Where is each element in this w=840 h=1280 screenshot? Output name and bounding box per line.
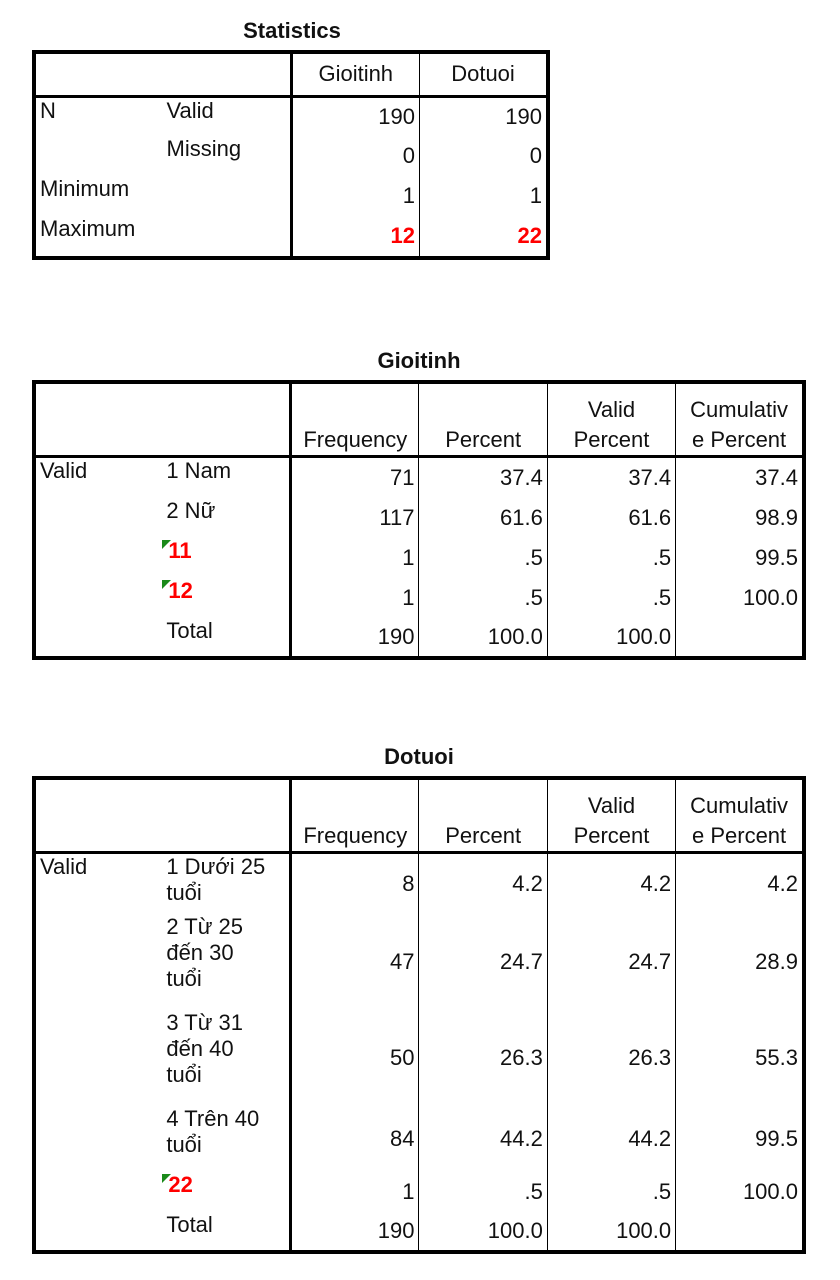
column-header: Dotuoi <box>420 52 549 96</box>
group-label <box>34 1010 162 1106</box>
freq-value: 98.9 <box>676 498 804 538</box>
column-header: Frequency <box>291 778 419 852</box>
freq-value: 100.0 <box>676 1172 804 1212</box>
group-label <box>34 1172 162 1212</box>
column-header: Cumulativ e Percent <box>676 382 804 456</box>
freq-value: 84 <box>291 1106 419 1172</box>
freq-value: .5 <box>547 538 675 578</box>
freq-value: 99.5 <box>676 1106 804 1172</box>
category-label <box>162 1212 290 1252</box>
category-text: 12 <box>168 578 193 603</box>
freq-row <box>34 1010 804 1106</box>
header-blank <box>34 778 162 852</box>
group-label: Valid <box>40 457 88 483</box>
freq-value: 37.4 <box>676 456 804 498</box>
freq-value: .5 <box>419 538 547 578</box>
freq-value: 1 <box>291 538 419 578</box>
freq-value: 44.2 <box>547 1106 675 1172</box>
stat-row <box>34 216 548 258</box>
gioitinh-table <box>32 380 806 660</box>
category-text: 22 <box>168 1172 193 1197</box>
column-header: Valid Percent <box>547 778 675 852</box>
category-text: 3 Từ 31 đến 40 tuổi <box>166 1010 244 1087</box>
stat-value: 190 <box>420 96 549 136</box>
freq-row <box>34 1172 804 1212</box>
freq-value: 61.6 <box>419 498 547 538</box>
freq-value: 37.4 <box>547 456 675 498</box>
freq-row <box>34 1106 804 1172</box>
dotuoi-title: Dotuoi <box>384 744 454 769</box>
freq-value: 4.2 <box>419 852 547 914</box>
statistics-title: Statistics <box>243 18 341 43</box>
freq-row <box>34 914 804 1010</box>
row-sublabel: Missing <box>166 136 242 161</box>
stat-value: 12 <box>291 216 420 258</box>
freq-value: .5 <box>547 1172 675 1212</box>
stat-value: 22 <box>420 216 549 258</box>
freq-value: 100.0 <box>419 1212 547 1252</box>
stat-row <box>34 176 548 216</box>
freq-value: 190 <box>291 1212 419 1252</box>
group-label <box>34 538 162 578</box>
category-label <box>162 914 290 1010</box>
freq-value: 24.7 <box>419 914 547 1010</box>
category-label <box>162 1106 290 1172</box>
column-header: Cumulativ e Percent <box>676 778 804 852</box>
category-label <box>162 498 290 538</box>
freq-value: 26.3 <box>419 1010 547 1106</box>
freq-value: 50 <box>291 1010 419 1106</box>
stat-row <box>34 96 548 136</box>
freq-row <box>34 852 804 914</box>
group-label <box>34 914 162 1010</box>
category-label <box>162 578 290 618</box>
header-blank <box>162 778 290 852</box>
freq-value: 26.3 <box>547 1010 675 1106</box>
category-text: 1 Nam <box>166 457 232 483</box>
freq-row <box>34 618 804 658</box>
group-label <box>34 1106 162 1172</box>
group-label <box>34 498 162 538</box>
category-label <box>162 1010 290 1106</box>
freq-value: 24.7 <box>547 914 675 1010</box>
freq-value: 61.6 <box>547 498 675 538</box>
category-label <box>162 852 290 914</box>
freq-value: 37.4 <box>419 456 547 498</box>
category-label <box>162 538 290 578</box>
category-text: 2 Từ 25 đến 30 tuổi <box>166 914 244 991</box>
stat-value: 0 <box>420 136 549 176</box>
freq-value: 100.0 <box>547 618 675 658</box>
header-blank <box>34 382 162 456</box>
freq-row <box>34 538 804 578</box>
statistics-table <box>32 50 550 260</box>
header-blank <box>163 52 292 96</box>
freq-value: 100.0 <box>419 618 547 658</box>
group-label <box>34 618 162 658</box>
column-header: Gioitinh <box>291 52 420 96</box>
column-header: Frequency <box>291 382 419 456</box>
freq-value: .5 <box>419 1172 547 1212</box>
freq-value: .5 <box>547 578 675 618</box>
freq-value <box>676 1212 804 1252</box>
column-header: Percent <box>419 778 547 852</box>
stat-value: 190 <box>291 96 420 136</box>
row-sublabel <box>163 176 292 216</box>
freq-value: 8 <box>291 852 419 914</box>
freq-value: 28.9 <box>676 914 804 1010</box>
freq-value: 47 <box>291 914 419 1010</box>
row-label <box>34 136 163 176</box>
column-header: Valid Percent <box>547 382 675 456</box>
freq-row <box>34 498 804 538</box>
category-text: Total <box>166 1212 213 1237</box>
gioitinh-title: Gioitinh <box>377 348 461 373</box>
stat-value: 1 <box>420 176 549 216</box>
group-label: Valid <box>40 853 88 879</box>
row-label: Minimum <box>40 176 130 201</box>
row-sublabel <box>163 216 292 258</box>
freq-value: .5 <box>419 578 547 618</box>
freq-row <box>34 1212 804 1252</box>
row-label: Maximum <box>40 216 136 241</box>
dotuoi-table <box>32 776 806 1254</box>
category-label <box>162 1172 290 1212</box>
row-label: N <box>40 97 56 123</box>
dotuoi-header-row <box>34 778 804 852</box>
category-label <box>162 618 290 658</box>
category-label <box>162 456 290 498</box>
freq-value: 100.0 <box>676 578 804 618</box>
stat-value: 0 <box>291 136 420 176</box>
gioitinh-header-row <box>34 382 804 456</box>
freq-value: 1 <box>291 578 419 618</box>
freq-row <box>34 456 804 498</box>
freq-value: 71 <box>291 456 419 498</box>
freq-value <box>676 618 804 658</box>
stat-row <box>34 136 548 176</box>
freq-value: 1 <box>291 1172 419 1212</box>
header-blank <box>162 382 290 456</box>
category-text: 11 <box>168 538 192 563</box>
stat-value: 1 <box>291 176 420 216</box>
group-label <box>34 1212 162 1252</box>
statistics-header-row <box>34 52 548 96</box>
category-text: Total <box>166 618 213 643</box>
freq-value: 99.5 <box>676 538 804 578</box>
row-sublabel: Valid <box>166 97 214 123</box>
freq-value: 44.2 <box>419 1106 547 1172</box>
column-header: Percent <box>419 382 547 456</box>
freq-value: 117 <box>291 498 419 538</box>
category-text: 2 Nữ <box>166 498 216 523</box>
freq-value: 190 <box>291 618 419 658</box>
freq-value: 4.2 <box>547 852 675 914</box>
header-blank <box>34 52 163 96</box>
freq-value: 100.0 <box>547 1212 675 1252</box>
freq-value: 4.2 <box>676 852 804 914</box>
category-text: 4 Trên 40 tuổi <box>166 1106 260 1157</box>
group-label <box>34 578 162 618</box>
freq-row <box>34 578 804 618</box>
category-text: 1 Dưới 25 tuổi <box>166 853 266 905</box>
freq-value: 55.3 <box>676 1010 804 1106</box>
